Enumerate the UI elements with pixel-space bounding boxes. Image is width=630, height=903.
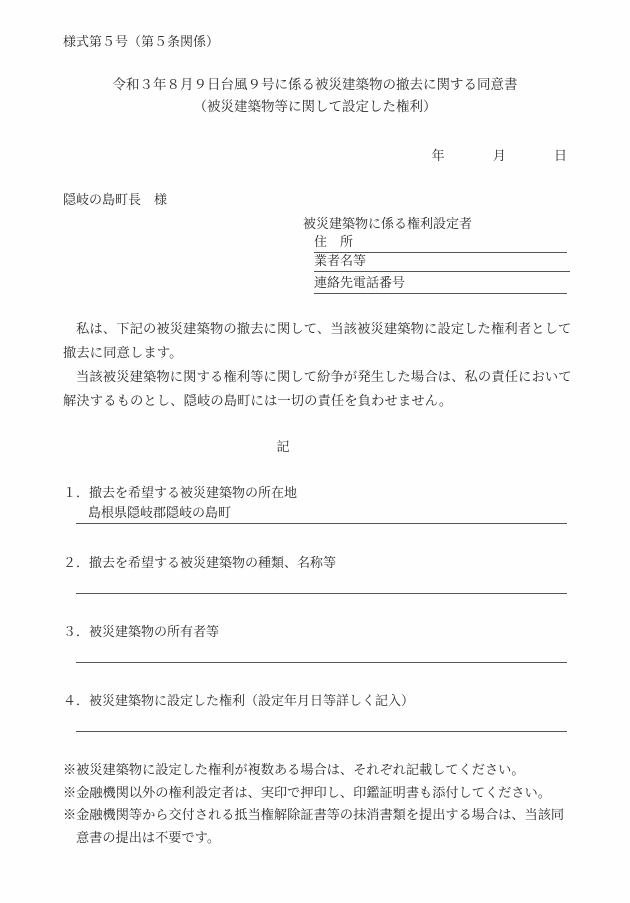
date-field[interactable] bbox=[432, 150, 567, 163]
consent-line-1: 私は、下記の被災建築物の撤去に関して、当該被災建築物に設定した権利者として bbox=[76, 322, 572, 337]
month-label: 月 bbox=[492, 149, 506, 164]
consent-line-2: 撤去に同意します。 bbox=[63, 346, 183, 361]
addressee: 隠岐の島町長 様 bbox=[63, 193, 168, 208]
phone-label: 連絡先電話番号 bbox=[314, 276, 406, 291]
rights-holder-heading: 被災建築物に係る権利設定者 bbox=[303, 217, 473, 232]
ki-heading: 記 bbox=[276, 440, 290, 455]
address-label: 住 所 bbox=[314, 235, 354, 250]
item-1-label: １．撤去を希望する被災建築物の所在地 bbox=[63, 486, 298, 501]
form-number: 様式第５号（第５条関係） bbox=[63, 35, 220, 50]
liability-paragraph bbox=[63, 366, 583, 414]
item-3-value bbox=[76, 645, 88, 660]
item-2-label: ２．撤去を希望する被災建築物の種類、名称等 bbox=[63, 556, 337, 571]
item-4-label: ４．被災建築物に設定した権利（設定年月日等詳しく記入） bbox=[63, 694, 415, 709]
liability-line-1: 当該被災建築物に関する権利等に関して紛争が発生した場合は、私の責任において bbox=[76, 370, 572, 385]
item-2-value bbox=[76, 576, 88, 591]
note-2: ※金融機関以外の権利設定者は、実印で押印し、印鑑証明書も添付してください。 bbox=[63, 785, 551, 801]
notes-section bbox=[63, 760, 583, 850]
business-name-field[interactable] bbox=[314, 253, 570, 272]
business-name-label: 業者名等 bbox=[314, 254, 367, 269]
item-3-field[interactable] bbox=[76, 644, 567, 663]
item-2-field[interactable] bbox=[76, 575, 567, 594]
phone-field[interactable] bbox=[314, 275, 567, 294]
liability-line-2: 解決するものとし、隠岐の島町には一切の責任を負わせません。 bbox=[63, 394, 453, 409]
note-3: ※金融機関等から交付される抵当権解除証書等の抹消書類を提出する場合は、当該同 bbox=[63, 808, 565, 823]
note-3-continuation: 意書の提出は不要です。 bbox=[76, 830, 221, 846]
document-title: 令和３年８月９日台風９号に係る被災建築物の撤去に関する同意書 bbox=[112, 77, 518, 93]
day-label: 日 bbox=[553, 149, 567, 164]
document-subtitle: （被災建築物等に関して設定した権利） bbox=[193, 99, 437, 115]
note-1: ※被災建築物に設定した権利が複数ある場合は、それぞれ記載してください。 bbox=[63, 763, 525, 778]
consent-paragraph bbox=[63, 318, 583, 366]
item-4-field[interactable] bbox=[76, 713, 567, 732]
item-1-field[interactable] bbox=[76, 505, 567, 524]
year-label: 年 bbox=[431, 149, 445, 164]
item-3-label: ３．被災建築物の所有者等 bbox=[63, 625, 220, 640]
address-field[interactable] bbox=[314, 234, 567, 253]
item-4-value bbox=[76, 714, 88, 729]
item-1-value: 島根県隠岐郡隠岐の島町 bbox=[88, 506, 232, 521]
